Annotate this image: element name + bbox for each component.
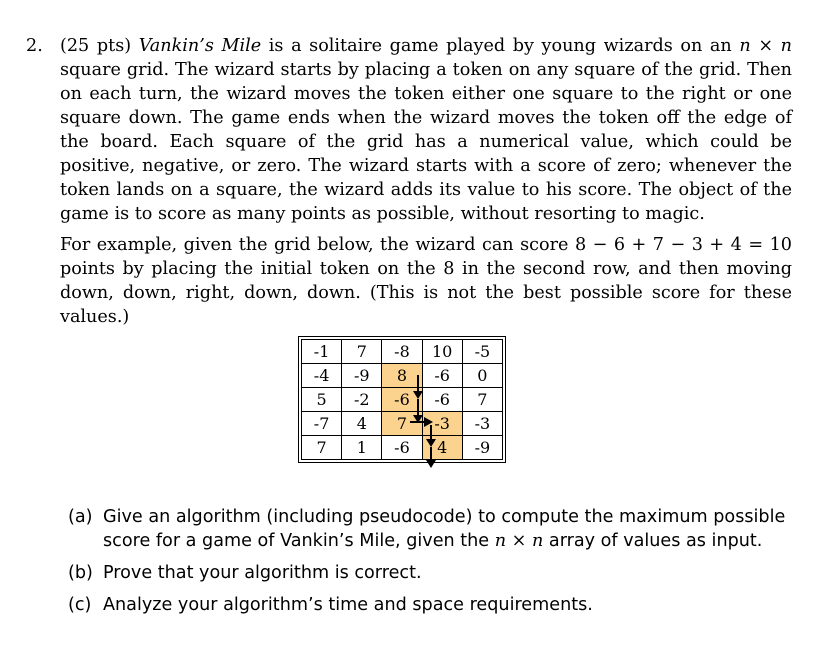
subpart-a (68, 505, 798, 553)
subpart-text-2: array of values as input. (548, 531, 763, 551)
grid-size-math: n × n (739, 36, 793, 56)
grid-size-math: n × n (494, 531, 544, 551)
grid-cell: 4 (342, 412, 382, 436)
subpart-text: Analyze your algorithm’s time and space requirements. (103, 595, 593, 615)
example-expression: 8 − 6 + 7 − 3 + 4 = 10 (574, 235, 792, 255)
grid-row (302, 436, 503, 460)
grid-table (301, 339, 503, 460)
subpart-text (103, 505, 798, 553)
points-label: (25 pts) (60, 36, 132, 56)
grid-cell-path: 8 (382, 364, 422, 388)
problem-number: 2. (26, 36, 43, 56)
example-paragraph (60, 233, 792, 329)
subpart-text: Prove that your algorithm is correct. (103, 563, 422, 583)
intro-text-2: square grid. The wizard starts by placing a token on any square of the grid. Then on each turn, the wizard moves the token either one square to the right or one square down. The game ends when the wizard moves the token off the edge of the board. Each square of the grid has a numerical value, which could be positive, negative, or zero. The wizard starts with a score of zero; whenever the token lands on a square, the wizard adds its value to his score. The object of the game is to score as many points as possible, without resorting to magic. (60, 60, 792, 224)
subpart-b (68, 561, 798, 585)
grid-cell: 7 (302, 436, 342, 460)
grid-row (302, 388, 503, 412)
grid-row (302, 412, 503, 436)
grid-cell: -4 (302, 364, 342, 388)
example-grid (298, 336, 506, 463)
subpart-label: (c) (68, 595, 92, 615)
grid-cell: -6 (382, 436, 422, 460)
subpart-text-1: Give an algorithm (including pseudocode) to compute the maximum possible score for a game of Vankin’s Mile, given the (103, 507, 786, 551)
example-text-2: points by placing the initial token on the 8 in the second row, and then moving down, down, right, down, down. (This is not the best possible score for these values.) (60, 259, 792, 327)
grid-row (302, 340, 503, 364)
grid-cell: 0 (462, 364, 502, 388)
grid-row (302, 364, 503, 388)
subpart-c (68, 593, 798, 617)
grid-cell: -6 (422, 388, 462, 412)
grid-cell: -3 (462, 412, 502, 436)
subpart-list (68, 505, 798, 625)
grid-cell: 1 (342, 436, 382, 460)
grid-cell: -9 (462, 436, 502, 460)
grid-cell-path: -3 (422, 412, 462, 436)
grid-cell: -6 (422, 364, 462, 388)
subpart-label: (a) (68, 507, 93, 527)
grid-cell: -5 (462, 340, 502, 364)
grid-cell-path: 7 (382, 412, 422, 436)
example-text-1: For example, given the grid below, the wizard can score (60, 235, 569, 255)
grid-cell: -8 (382, 340, 422, 364)
grid-cell: 5 (302, 388, 342, 412)
grid-cell-path: 4 (422, 436, 462, 460)
grid-cell: 7 (342, 340, 382, 364)
grid-cell: 7 (462, 388, 502, 412)
game-name: Vankin’s Mile (138, 36, 262, 56)
problem-statement (60, 34, 792, 226)
grid-cell: -7 (302, 412, 342, 436)
grid-cell: 10 (422, 340, 462, 364)
intro-text-1: is a solitaire game played by young wizards on an (268, 36, 732, 56)
subpart-label: (b) (68, 563, 93, 583)
grid-cell: -2 (342, 388, 382, 412)
grid-cell: -1 (302, 340, 342, 364)
grid-cell-path: -6 (382, 388, 422, 412)
grid-cell: -9 (342, 364, 382, 388)
